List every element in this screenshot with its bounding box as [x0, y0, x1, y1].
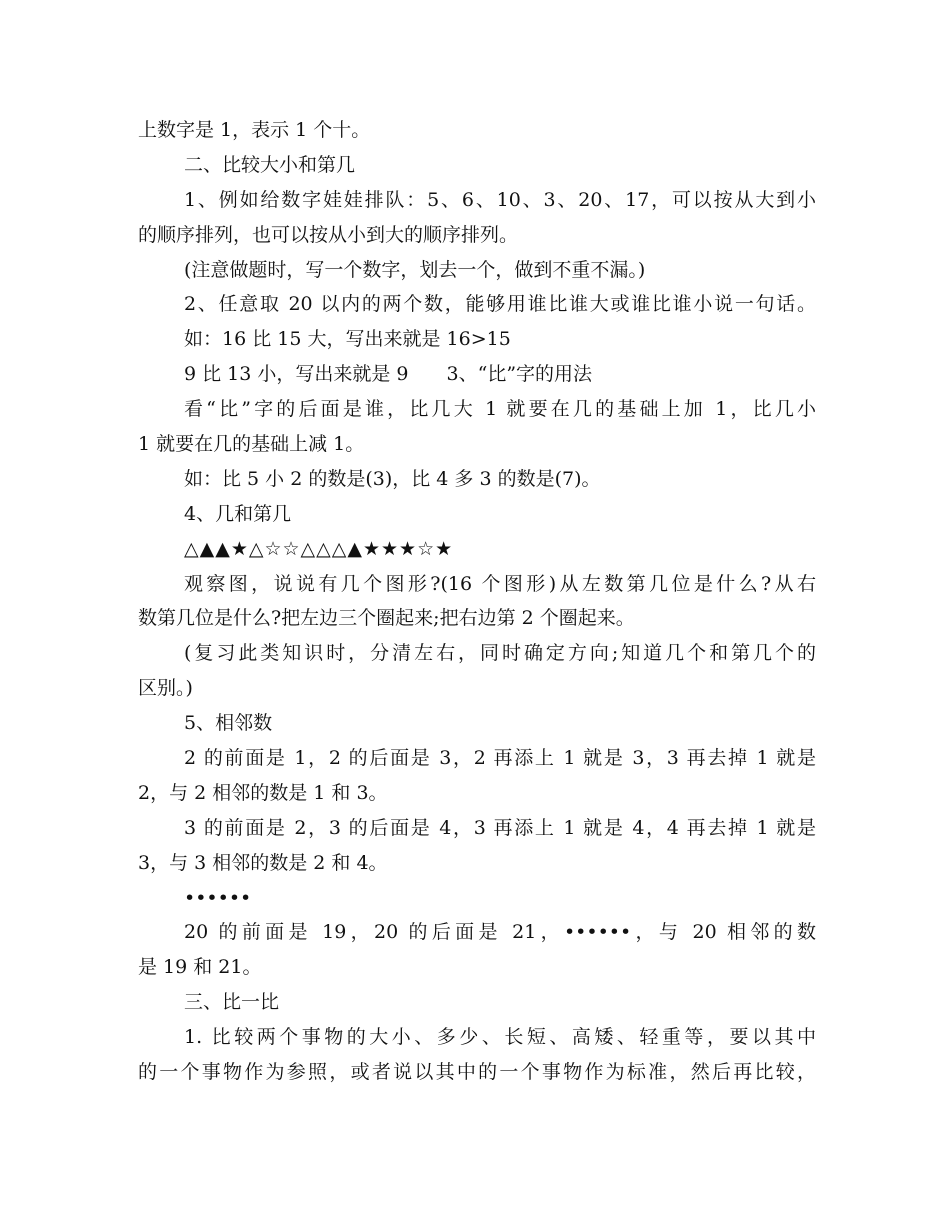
text-line: 3 的前面是 2，3 的后面是 4，3 再添上 1 就是 4，4 再去掉 1 就是 — [184, 816, 816, 839]
document-body — [138, 113, 816, 1090]
text-line: 观察图，说说有几个图形?(16 个图形)从左数第几位是什么?从右 — [184, 572, 816, 595]
ellipsis-dots: •••••• — [184, 886, 252, 909]
text-line: 看“比”字的后面是谁，比几大 1 就要在几的基础上加 1，比几小 — [184, 398, 816, 421]
note-line: (复习此类知识时，分清左右，同时确定方向;知道几个和第几个的 — [184, 642, 816, 665]
example-line: 如：比 5 小 2 的数是(3)，比 4 多 3 的数是(7)。 — [184, 467, 601, 490]
text-line: 1. 比较两个事物的大小、多少、长短、高矮、轻重等，要以其中 — [184, 1026, 816, 1049]
section-heading: 5、相邻数 — [184, 712, 273, 735]
text-line: 1、例如给数字娃娃排队：5、6、10、3、20、17，可以按从大到小 — [184, 188, 816, 211]
text-line: 的一个事物作为参照，或者说以其中的一个事物作为标准，然后再比较， — [138, 1061, 816, 1084]
section-heading: 二、比较大小和第几 — [184, 153, 356, 176]
text-line: 上数字是 1，表示 1 个十。 — [138, 119, 371, 141]
shape-sequence: △▲▲★△☆☆△△△▲★★★☆★ — [184, 537, 454, 560]
section-heading: 三、比一比 — [184, 991, 280, 1014]
text-line: 是 19 和 21。 — [138, 956, 262, 979]
text-line: 2、任意取 20 以内的两个数，能够用谁比谁大或谁比谁小说一句话。 — [184, 293, 816, 316]
example-line: 如：16 比 15 大，写出来就是 16>15 — [184, 328, 511, 351]
text-line: 数第几位是什么?把左边三个圈起来;把右边第 2 个圈起来。 — [138, 607, 635, 630]
note-line: 区别。) — [138, 677, 193, 700]
text-line: 3，与 3 相邻的数是 2 和 4。 — [138, 851, 388, 874]
text-line: 2 的前面是 1，2 的后面是 3，2 再添上 1 就是 3，3 再去掉 1 就是 — [184, 747, 816, 770]
text-line: 1 就要在几的基础上减 1。 — [138, 433, 365, 456]
text-line: 的顺序排列，也可以按从小到大的顺序排列。 — [138, 223, 519, 246]
section-heading: 4、几和第几 — [184, 502, 292, 525]
note-line: (注意做题时，写一个数字，划去一个，做到不重不漏。) — [184, 258, 646, 281]
text-line: 2，与 2 相邻的数是 1 和 3。 — [138, 781, 388, 804]
example-line: 9 比 13 小，写出来就是 9 3、“比”字的用法 — [184, 363, 593, 386]
text-line: 20 的前面是 19，20 的后面是 21，••••••，与 20 相邻的数 — [184, 921, 816, 944]
